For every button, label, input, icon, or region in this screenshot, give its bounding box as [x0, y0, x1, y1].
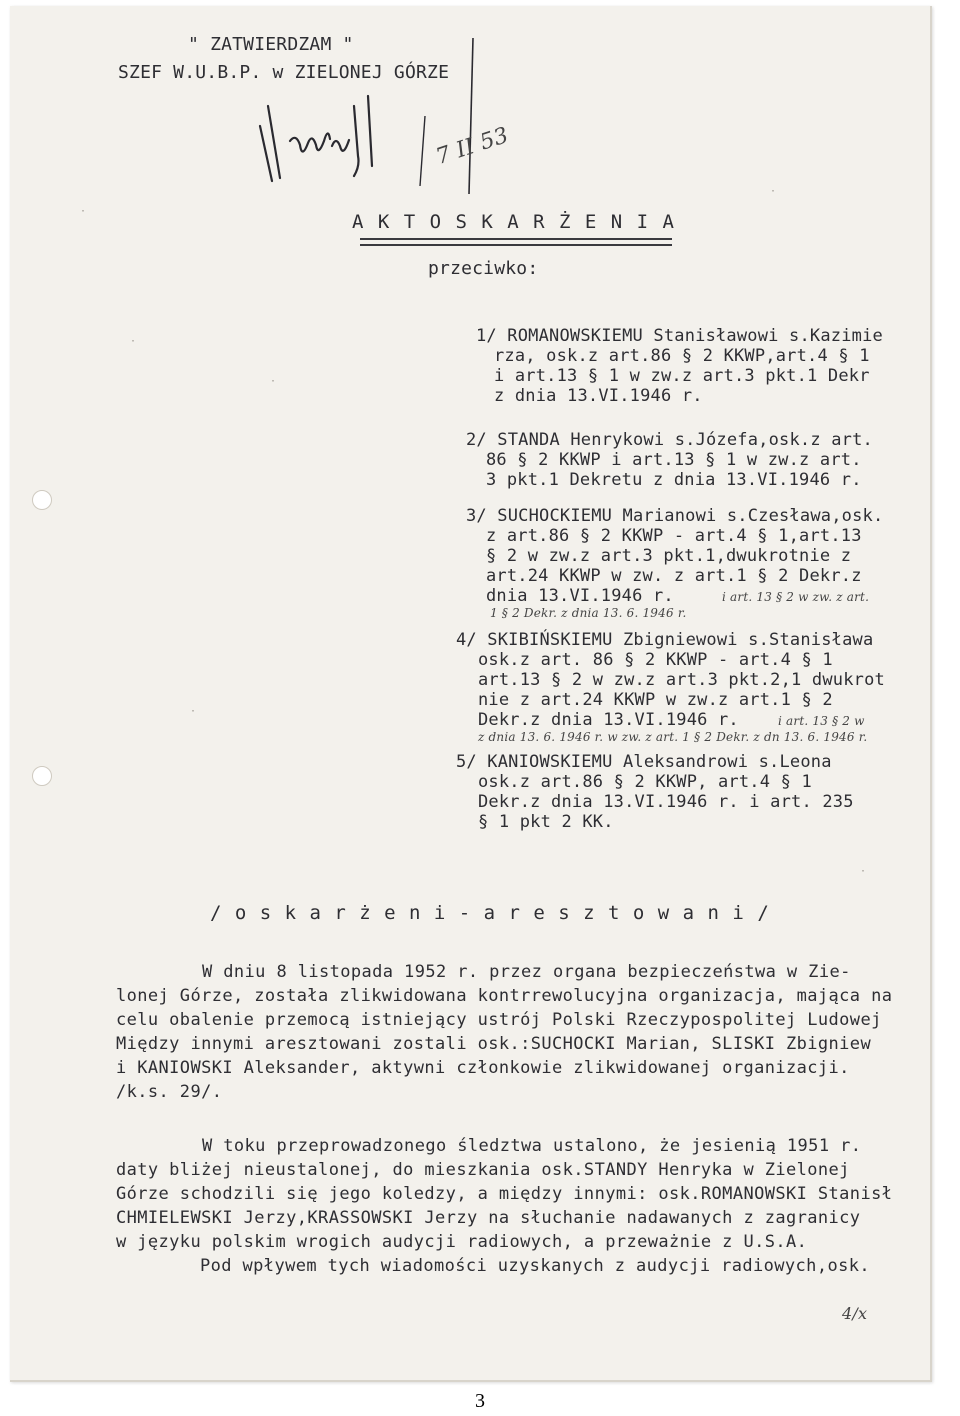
paper-speck: · [80, 206, 87, 217]
defendant-5-line: Dekr.z dnia 13.VI.1946 r. i art. 235 [478, 792, 854, 812]
defendant-1-line: i art.13 § 1 w zw.z art.3 pkt.1 Dekr [494, 366, 870, 386]
paragraph-2-line: CHMIELEWSKI Jerzy,KRASSOWSKI Jerzy na słuchanie nadawanych z zagranicy [116, 1208, 861, 1228]
signature-date: 7 II 53 [432, 123, 512, 170]
paragraph-1-line: W dniu 8 listopada 1952 r. przez organa bezpieczeństwa w Zie- [202, 962, 851, 982]
page-vertical-line [465, 36, 477, 196]
handwritten-note-4b: z dnia 13. 6. 1946 r. w zw. z art. 1 § 2 Dekr. z dn 13. 6. 1946 r. [478, 730, 868, 744]
punch-hole-bottom [32, 766, 52, 786]
defendant-1-line: 1/ ROMANOWSKIEMU Stanisławowi s.Kazimie [476, 326, 883, 346]
defendant-2-line: 3 pkt.1 Dekretu z dnia 13.VI.1946 r. [486, 470, 862, 490]
title-underline [360, 238, 672, 246]
paragraph-2-line: Górze schodzili się jego koledzy, a między innymi: osk.ROMANOWSKI Stanisł [116, 1184, 893, 1204]
against-label: przeciwko: [428, 258, 539, 279]
paragraph-2-line: W toku przeprowadzonego śledztwa ustalono, że jesienią 1951 r. [202, 1136, 862, 1156]
handwritten-note-3a: i art. 13 § 2 w zw. z art. [722, 590, 870, 604]
defendant-4-line: 4/ SKIBIŃSKIEMU Zbigniewowi s.Stanisława [456, 630, 874, 650]
office-line: SZEF W.U.B.P. w ZIELONEJ GÓRZE [118, 62, 450, 83]
paper-speck: · [860, 866, 867, 877]
defendant-4-line: art.13 § 2 w zw.z art.3 pkt.2,1 dwukrot [478, 670, 885, 690]
defendant-3-line: 3/ SUCHOCKIEMU Marianowi s.Czesława,osk. [466, 506, 884, 526]
defendant-2-line: 2/ STANDA Henrykowi s.Józefa,osk.z art. [466, 430, 873, 450]
signature [250, 86, 430, 186]
defendant-5-line: 5/ KANIOWSKIEMU Aleksandrowi s.Leona [456, 752, 832, 772]
defendant-3-line: dnia 13.VI.1946 r. [486, 586, 674, 606]
defendant-3-line: z art.86 § 2 KKWP - art.4 § 1,art.13 [486, 526, 862, 546]
paragraph-1-line: lonej Górze, została zlikwidowana kontrrewolucyjna organizacja, mająca na [116, 986, 893, 1006]
defendant-4-line: nie z art.24 KKWP w zw.z art.1 § 2 [478, 690, 833, 710]
defendant-5-line: osk.z art.86 § 2 KKWP, art.4 § 1 [478, 772, 812, 792]
paragraph-1-line: i KANIOWSKI Aleksander, aktywni członkowie zlikwidowanej organizacji. [116, 1058, 850, 1078]
handwritten-note-3b: 1 § 2 Dekr. z dnia 13. 6. 1946 r. [490, 606, 687, 620]
handwritten-note-4a: i art. 13 § 2 w [778, 714, 865, 728]
defendant-2-line: 86 § 2 KKWP i art.13 § 1 w zw.z art. [486, 450, 862, 470]
paragraph-2-line: daty bliżej nieustalonej, do mieszkania osk.STANDY Henryka w Zielonej [116, 1160, 850, 1180]
paper-speck: · [130, 336, 137, 347]
document-title: A K T O S K A R Ż E N I A [352, 211, 676, 233]
approval-stamp: " ZATWIERDZAM " [188, 34, 354, 55]
paragraph-1-line: /k.s. 29/. [116, 1082, 223, 1102]
defendant-3-line: § 2 w zw.z art.3 pkt.1,dwukrotnie z [486, 546, 852, 566]
page-number: 3 [475, 1390, 485, 1412]
status-line: / o s k a r ż e n i - a r e s z t o w a n i / [210, 902, 770, 924]
defendant-1-line: rza, osk.z art.86 § 2 KKWP,art.4 § 1 [494, 346, 870, 366]
corner-handwritten-note: 4/x [842, 1304, 868, 1323]
paper-speck: · [770, 186, 777, 197]
paper-speck: · [270, 376, 277, 387]
defendant-1-line: z dnia 13.VI.1946 r. [494, 386, 703, 406]
defendant-4-line: osk.z art. 86 § 2 KKWP - art.4 § 1 [478, 650, 833, 670]
paragraph-2-line: w języku polskim wrogich audycji radiowych, a przeważnie z U.S.A. [116, 1232, 808, 1252]
punch-hole-top [32, 490, 52, 510]
paragraph-1-line: Między innymi aresztowani zostali osk.:SUCHOCKI Marian, SLISKI Zbigniew [116, 1034, 872, 1054]
paper-speck: · [190, 706, 197, 717]
defendant-4-line: Dekr.z dnia 13.VI.1946 r. [478, 710, 739, 730]
defendant-3-line: art.24 KKWP w zw. z art.1 § 2 Dekr.z [486, 566, 862, 586]
document-sheet [10, 6, 932, 1382]
defendant-5-line: § 1 pkt 2 KK. [478, 812, 614, 832]
paragraph-1-line: celu obalenie przemocą istniejący ustrój Polski Rzeczypospolitej Ludowej [116, 1010, 882, 1030]
paragraph-2-line: Pod wpływem tych wiadomości uzyskanych z audycji radiowych,osk. [200, 1256, 870, 1276]
